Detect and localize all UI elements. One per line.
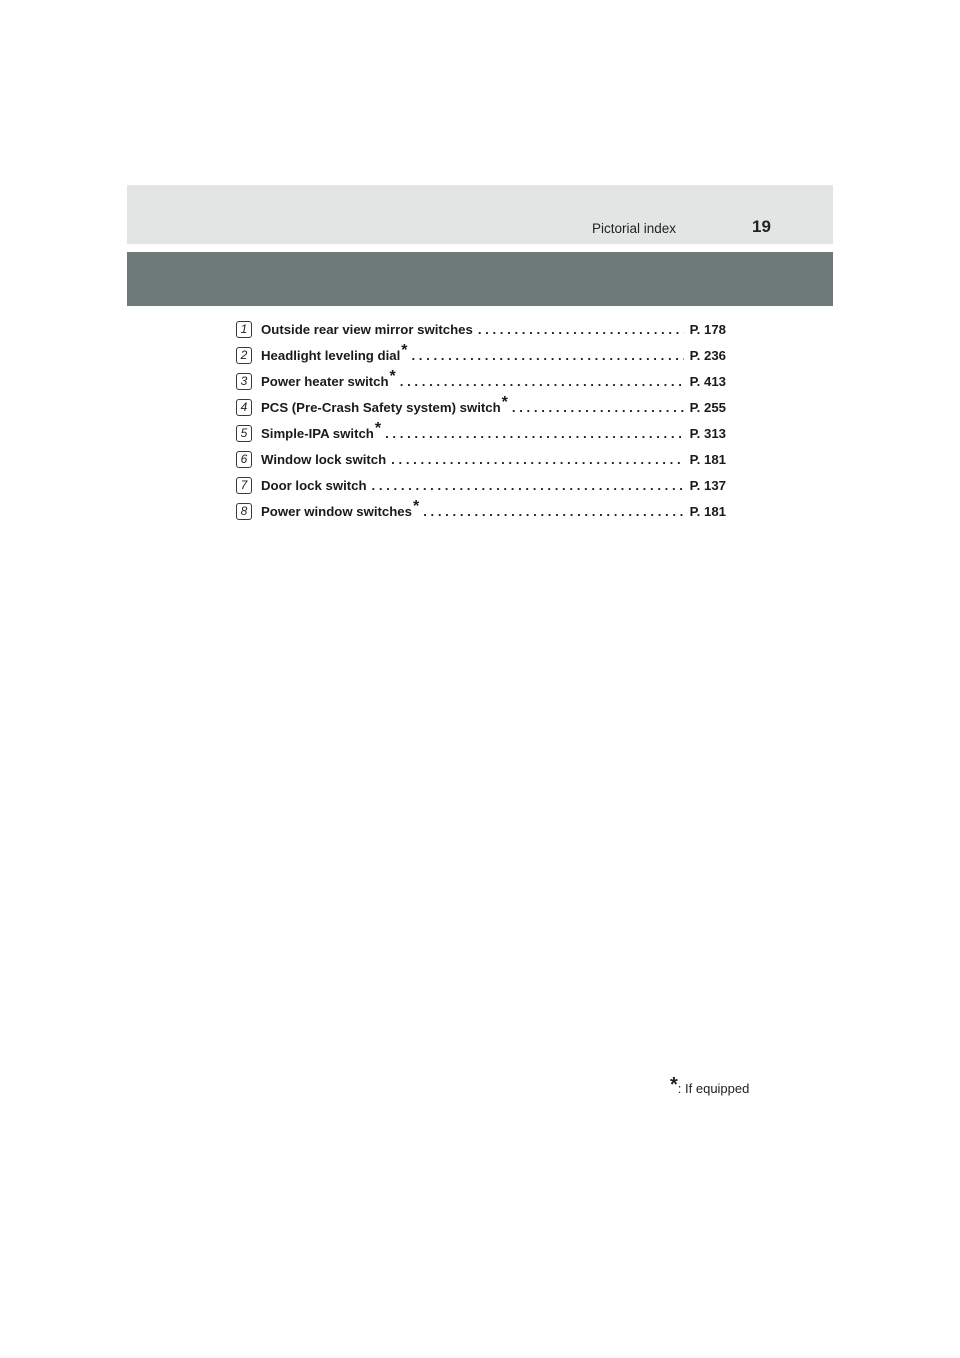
list-item[interactable] [236, 472, 726, 498]
list-item[interactable] [236, 342, 726, 368]
item-number-badge: 3 [236, 373, 252, 390]
equipped-asterisk: * [501, 394, 508, 411]
page-reference-link[interactable]: P. 236 [689, 347, 726, 363]
list-item[interactable] [236, 368, 726, 394]
footnote-text: : If equipped [677, 1081, 750, 1096]
page-reference-link[interactable]: P. 178 [689, 321, 726, 337]
page-reference-link[interactable]: P. 255 [689, 399, 726, 415]
page-reference-link[interactable]: P. 413 [689, 373, 726, 389]
item-number-badge: 4 [236, 399, 252, 416]
item-number-badge: 8 [236, 503, 252, 520]
list-item[interactable] [236, 498, 726, 524]
item-number-badge: 6 [236, 451, 252, 468]
section-banner [127, 252, 833, 306]
equipped-asterisk: * [374, 420, 382, 437]
item-label: Power window switches [261, 503, 412, 519]
page-reference-link[interactable]: P. 137 [689, 477, 726, 493]
item-number-badge: 1 [236, 321, 252, 338]
page-reference-link[interactable]: P. 181 [689, 503, 726, 519]
list-item[interactable] [236, 394, 726, 420]
item-label: Window lock switch [261, 451, 387, 467]
item-label: Door lock switch [261, 477, 367, 493]
item-number-badge: 5 [236, 425, 252, 442]
dot-leader [478, 322, 684, 337]
list-item[interactable] [236, 420, 726, 446]
item-label: Power heater switch [261, 373, 389, 389]
page-reference-link[interactable]: P. 313 [689, 425, 726, 441]
equipped-asterisk: * [401, 342, 408, 359]
dot-leader [391, 452, 683, 467]
page-number: 19 [752, 217, 771, 236]
page-reference-link[interactable]: P. 181 [689, 451, 726, 467]
equipped-asterisk: * [389, 368, 396, 385]
item-label: PCS (Pre-Crash Safety system) switch [261, 399, 501, 415]
list-item[interactable] [236, 316, 726, 342]
equipped-asterisk: * [412, 498, 420, 515]
item-label: Outside rear view mirror switches [261, 321, 473, 337]
list-item[interactable] [236, 446, 726, 472]
footnote-asterisk: * [670, 1074, 678, 1096]
header-bar [127, 185, 833, 244]
item-number-badge: 7 [236, 477, 252, 494]
dot-leader [512, 400, 684, 415]
footnote [670, 1076, 749, 1099]
item-label: Headlight leveling dial [261, 347, 401, 363]
dot-leader [411, 348, 683, 363]
dot-leader [385, 426, 683, 441]
dot-leader [372, 478, 684, 493]
dot-leader [400, 374, 684, 389]
item-number-badge: 2 [236, 347, 252, 364]
item-label: Simple-IPA switch [261, 425, 374, 441]
dot-leader [423, 504, 683, 519]
section-title: Pictorial index [592, 221, 677, 236]
index-list [236, 316, 726, 524]
